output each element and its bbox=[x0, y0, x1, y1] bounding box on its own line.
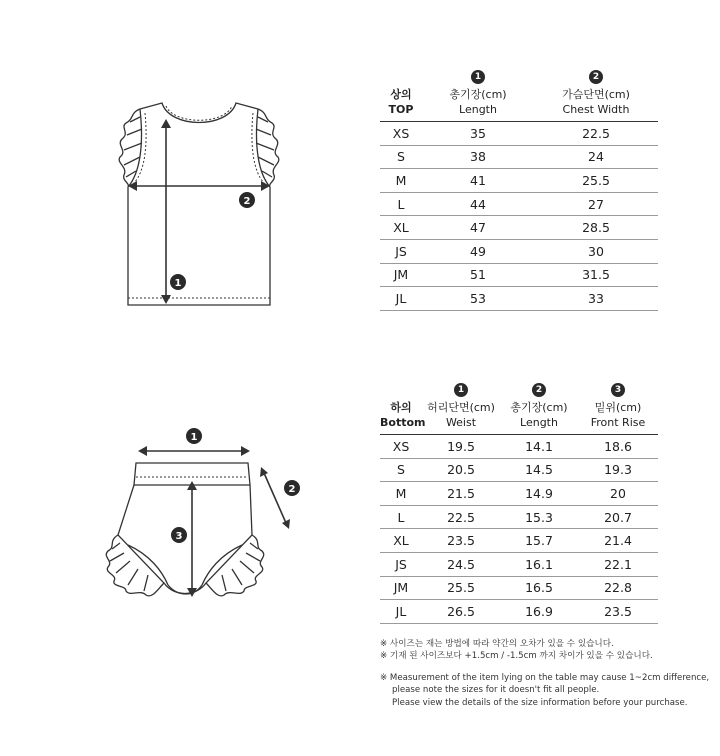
svg-text:1: 1 bbox=[190, 432, 198, 443]
note-ko-1: ※ 사이즈는 재는 방법에 따라 약간의 오차가 있을 수 있습니다. bbox=[380, 639, 614, 649]
waist-marker-icon: 1 bbox=[454, 383, 468, 397]
length-marker-icon: 2 bbox=[532, 383, 546, 397]
table-row: M 21.5 14.9 20 bbox=[380, 482, 658, 506]
bottom-diagram-label-2 bbox=[284, 480, 300, 496]
bottom-size-table bbox=[380, 378, 658, 624]
bottom-diagram-label-3 bbox=[171, 527, 187, 543]
table-row: L 22.5 15.3 20.7 bbox=[380, 505, 658, 529]
svg-text:2: 2 bbox=[243, 196, 251, 207]
table-row: XL 23.5 15.7 21.4 bbox=[380, 529, 658, 553]
note-ko-2: ※ 기재 된 사이즈보다 +1.5cm / -1.5cm 까지 차이가 있을 수 있습니다. bbox=[380, 651, 653, 662]
chest-width-marker-icon: 2 bbox=[589, 70, 603, 84]
bottom-garment-diagram bbox=[100, 425, 310, 610]
table-row: JS 24.5 16.1 22.1 bbox=[380, 552, 658, 576]
top-garment-diagram bbox=[100, 95, 300, 320]
bottom-header: 하의 Bottom bbox=[380, 401, 426, 429]
table-row: S 38 24 bbox=[380, 145, 658, 169]
note-en-1: ※ Measurement of the item lying on the table may cause 1~2cm difference, bbox=[380, 672, 710, 683]
table-row: XS 19.5 14.1 18.6 bbox=[380, 435, 658, 459]
table-row: JS 49 30 bbox=[380, 239, 658, 263]
table-row: JL 53 33 bbox=[380, 287, 658, 311]
top-col-chest-width: 가슴단면(cm) Chest Width bbox=[562, 88, 630, 116]
table-row: JL 26.5 16.9 23.5 bbox=[380, 600, 658, 624]
length-marker-icon: 1 bbox=[471, 70, 485, 84]
top-header: 상의 TOP bbox=[388, 88, 414, 116]
top-col-length: 총기장(cm) Length bbox=[449, 88, 507, 116]
table-row: XS 35 22.5 bbox=[380, 122, 658, 146]
bottom-col-front-rise: 밑위(cm) Front Rise bbox=[590, 401, 646, 429]
note-en-3: Please view the details of the size information before your purchase. bbox=[392, 697, 688, 708]
top-diagram-label-2 bbox=[239, 192, 255, 208]
bottom-diagram-label-1 bbox=[186, 428, 202, 444]
svg-text:3: 3 bbox=[175, 531, 183, 542]
bottom-col-waist: 허리단면(cm) Weist bbox=[427, 401, 495, 429]
table-row: XL 47 28.5 bbox=[380, 216, 658, 240]
svg-text:1: 1 bbox=[174, 278, 182, 289]
bottom-col-length: 총기장(cm) Length bbox=[510, 401, 568, 429]
note-en-2: please note the sizes for it doesn't fit all people. bbox=[392, 685, 600, 696]
table-row: JM 25.5 16.5 22.8 bbox=[380, 576, 658, 600]
front-rise-marker-icon: 3 bbox=[611, 383, 625, 397]
table-row: L 44 27 bbox=[380, 192, 658, 216]
top-size-table bbox=[380, 65, 658, 311]
table-row: S 20.5 14.5 19.3 bbox=[380, 458, 658, 482]
svg-text:2: 2 bbox=[288, 484, 296, 495]
table-row: JM 51 31.5 bbox=[380, 263, 658, 287]
size-notes bbox=[380, 638, 709, 709]
table-row: M 41 25.5 bbox=[380, 169, 658, 193]
top-diagram-label-1 bbox=[170, 274, 186, 290]
